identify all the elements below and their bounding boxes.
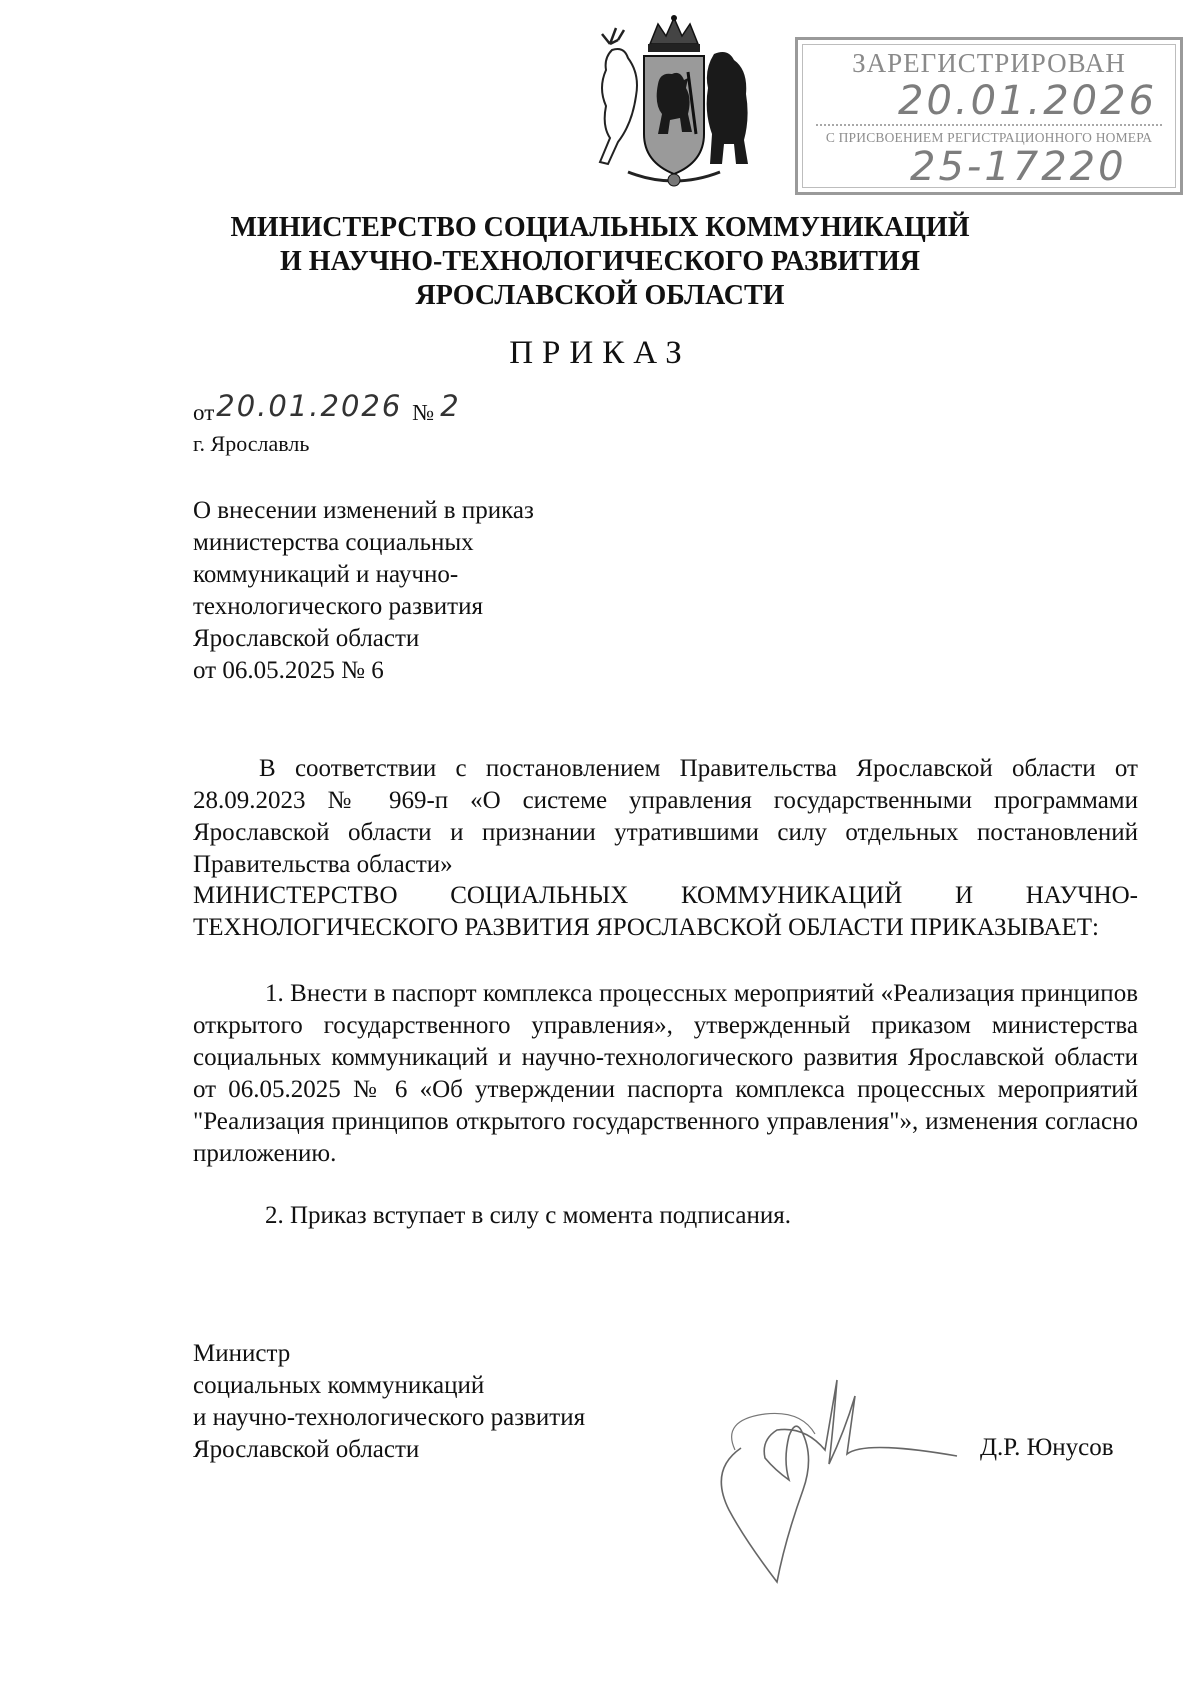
handwritten-signature xyxy=(705,1360,965,1590)
subject-line: Ярославской области xyxy=(193,625,420,652)
subject-line: технологического развития xyxy=(193,593,483,620)
order-date: 20.01.2026 xyxy=(216,389,403,423)
stamp-divider xyxy=(816,124,1162,126)
ministry-orders-paragraph: МИНИСТЕРСТВО СОЦИАЛЬНЫХ КОММУНИКАЦИЙ И НАУЧНО-ТЕХНОЛОГИЧЕСКОГО РАЗВИТИЯ ЯРОСЛАВСКОЙ ОБЛАСТИ ПРИКАЗЫВАЕТ: xyxy=(193,882,1138,941)
signatory-position xyxy=(193,1338,585,1466)
stamp-registration-date: 20.01.2026 xyxy=(898,78,1158,124)
subject-line: от 06.05.2025 № 6 xyxy=(193,657,384,684)
registration-stamp xyxy=(795,37,1183,195)
signature-icon xyxy=(705,1360,965,1590)
signatory-name: Д.Р. Юнусов xyxy=(980,1434,1114,1461)
coat-of-arms-icon xyxy=(588,14,760,192)
city: г. Ярославль xyxy=(193,431,310,456)
stamp-subtitle: С ПРИСВОЕНИЕМ РЕГИСТРАЦИОННОГО НОМЕРА xyxy=(825,130,1153,145)
subject-line: О внесении изменений в приказ xyxy=(193,497,534,524)
stamp-title: ЗАРЕГИСТРИРОВАН xyxy=(852,48,1126,78)
ministry-header-line-1: МИНИСТЕРСТВО СОЦИАЛЬНЫХ КОММУНИКАЦИЙ xyxy=(230,212,970,243)
order-date-number-line xyxy=(193,389,461,427)
ministry-header-line-3: ЯРОСЛАВСКОЙ ОБЛАСТИ xyxy=(415,280,785,311)
order-item-1: 1. Внести в паспорт комплекса процессных мероприятий «Реализация принципов открытого государственного управления», утвержденный приказом министерства социальных коммуникаций и научно-технологического развития Ярославской области от 06.05.2025 № 6 «Об утверждении паспорта комплекса процессных мероприятий "Реализация принципов открытого государственного управления"», изменения согласно приложению. xyxy=(193,980,1138,1167)
order-subject xyxy=(193,495,633,687)
preamble-paragraph: В соответствии с постановлением Правительства Ярославской области от 28.09.2023 № 969-п «О системе управления государственными программами Ярославской области и признании утратившими силу отдельных постановлений Правительства области» xyxy=(193,755,1138,878)
stamp-registration-number: 25-17220 xyxy=(910,144,1127,190)
document-type-title: ПРИКАЗ xyxy=(509,335,691,371)
from-label: от xyxy=(193,400,215,425)
position-line: социальных коммуникаций xyxy=(193,1372,485,1399)
coat-of-arms-emblem xyxy=(588,14,760,192)
subject-line: министерства социальных xyxy=(193,529,474,556)
position-line: Министр xyxy=(193,1340,291,1367)
ministry-header-line-2: И НАУЧНО-ТЕХНОЛОГИЧЕСКОГО РАЗВИТИЯ xyxy=(280,246,920,277)
subject-line: коммуникаций и научно- xyxy=(193,561,459,588)
position-line: и научно-технологического развития xyxy=(193,1404,586,1431)
order-item-2: 2. Приказ вступает в силу с момента подписания. xyxy=(265,1202,791,1229)
order-number: 2 xyxy=(440,389,461,423)
position-line: Ярославской области xyxy=(193,1436,420,1463)
number-label: № xyxy=(412,400,435,425)
